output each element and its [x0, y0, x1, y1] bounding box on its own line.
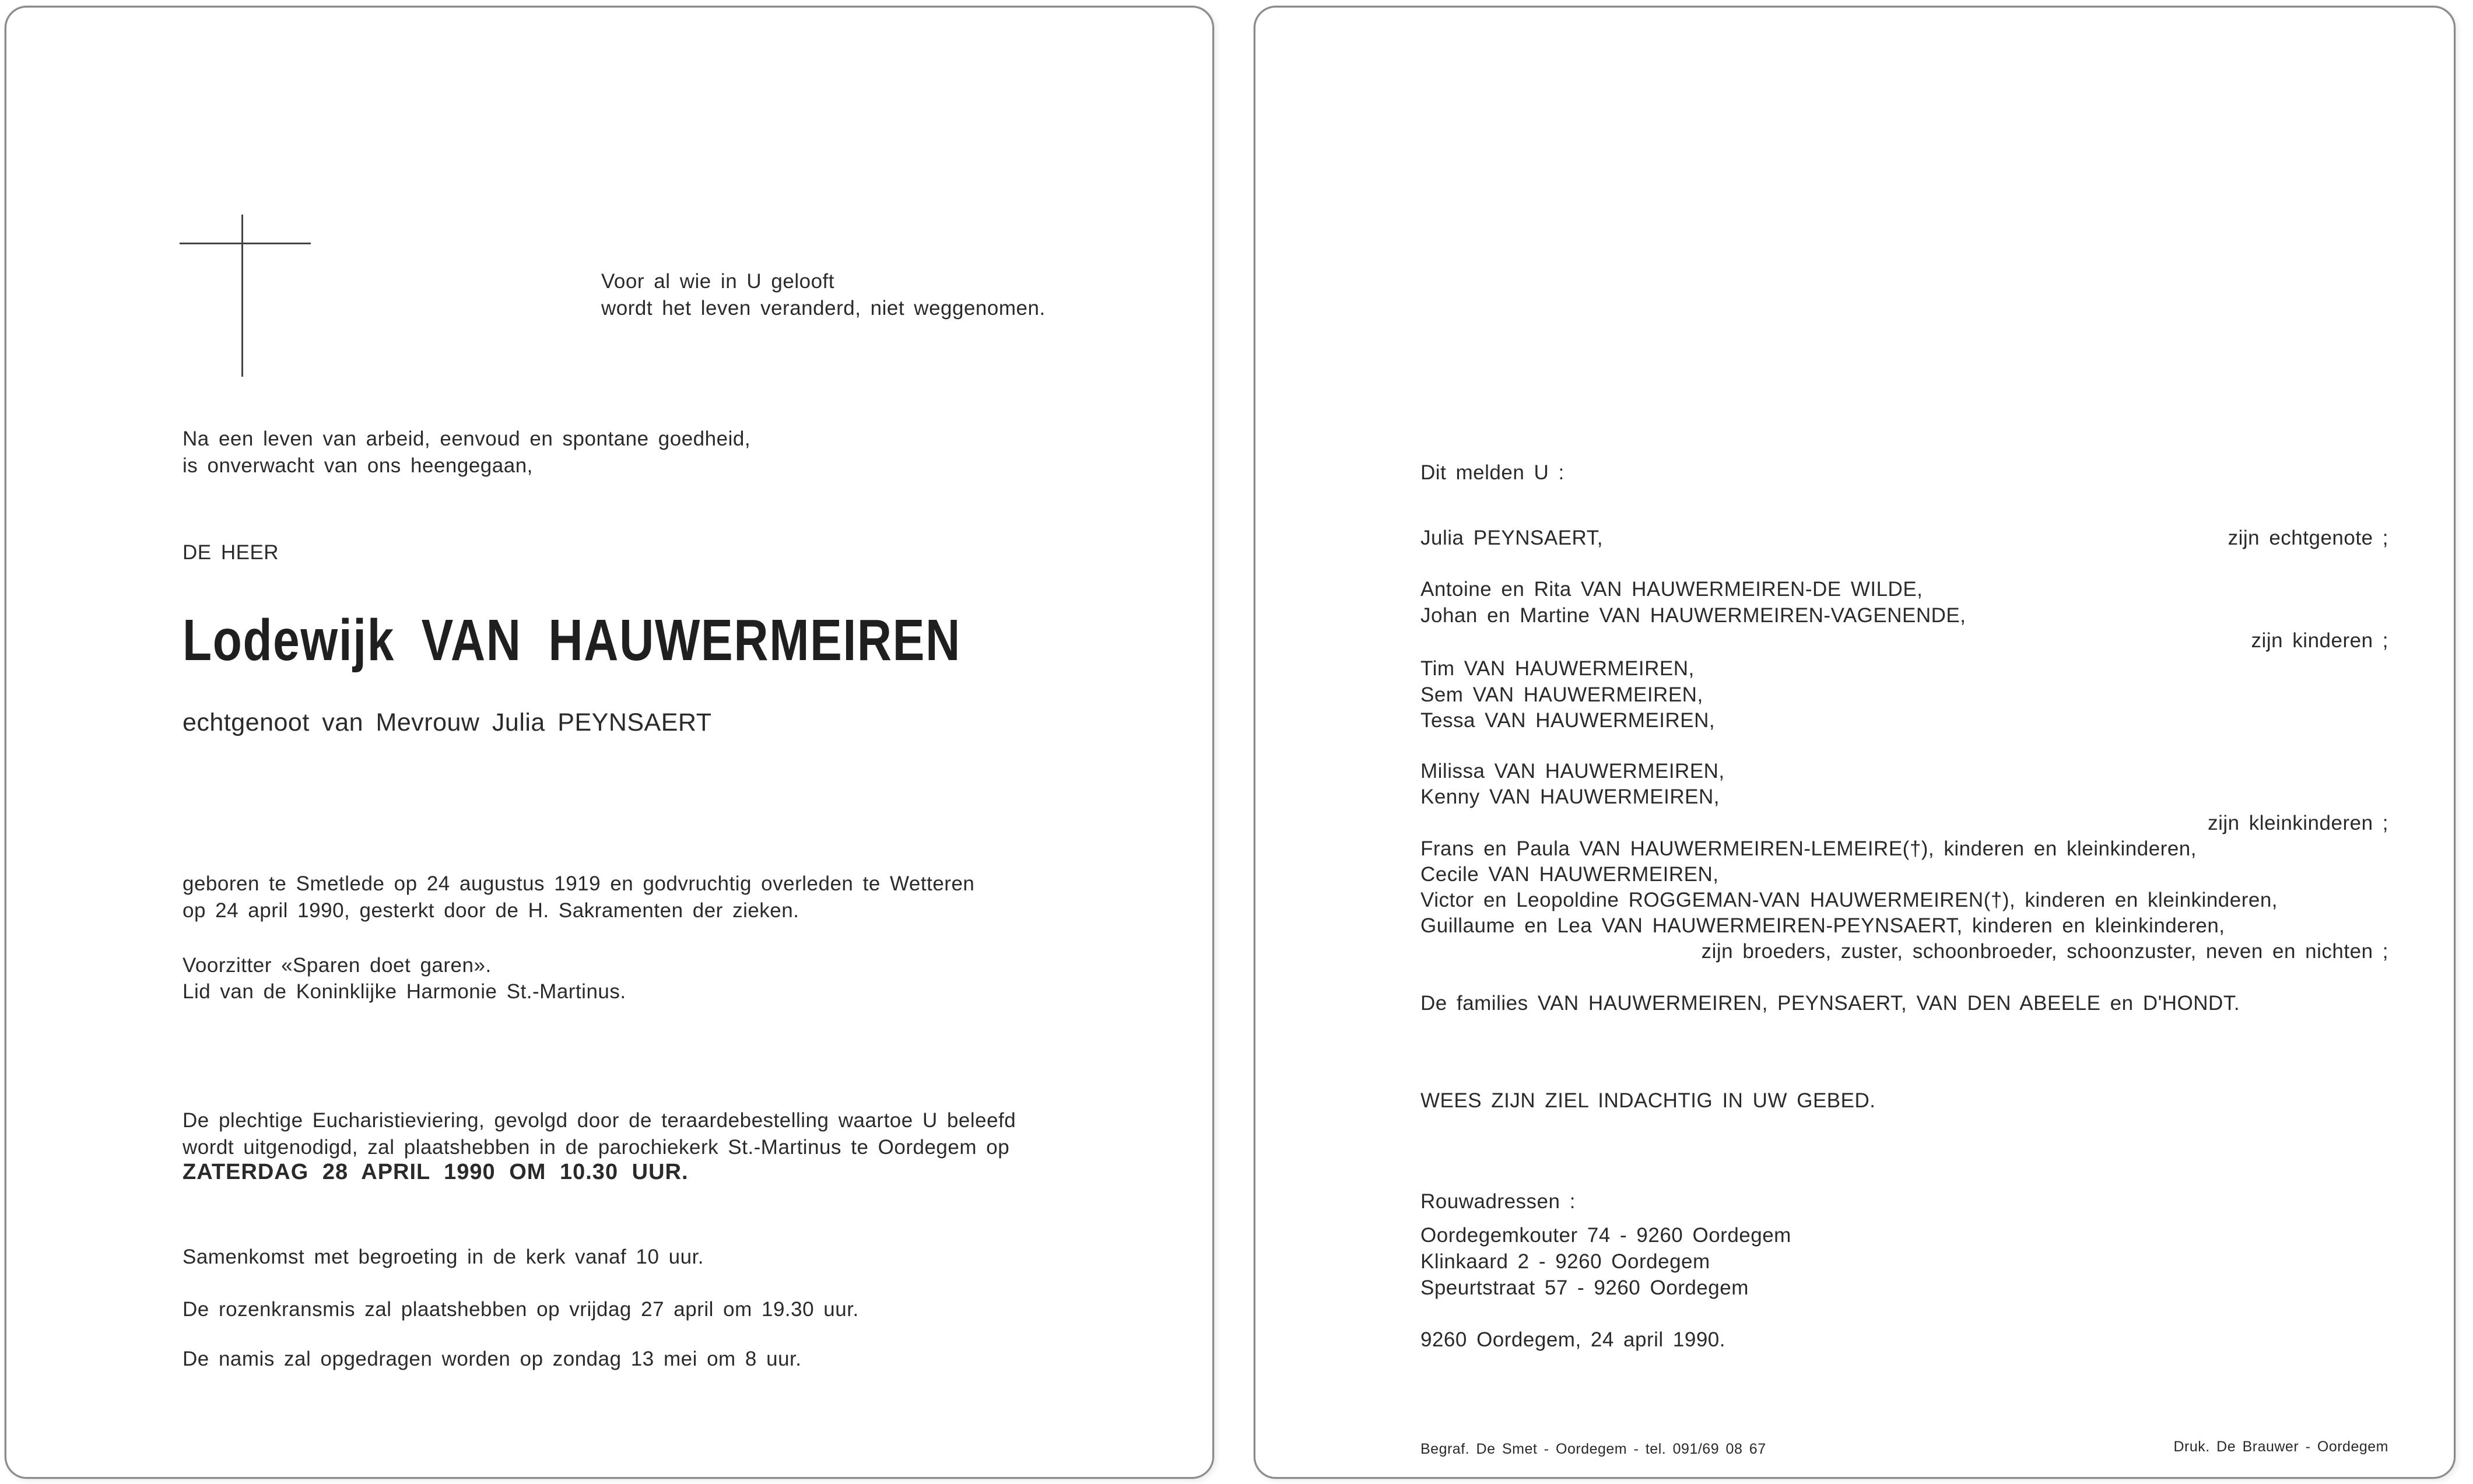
spouse-name: Julia PEYNSAERT, [1420, 527, 1603, 549]
prayer-line: WEES ZIJN ZIEL INDACHTIG IN UW GEBED. [1420, 1089, 1876, 1112]
cross-icon-vertical [241, 215, 243, 377]
address-line-3: Speurtstraat 57 - 9260 Oordegem [1420, 1276, 1749, 1299]
deceased-name: Lodewijk VAN HAUWERMEIREN [183, 608, 961, 673]
later-mass-line: De namis zal opgedragen worden op zondag 13 mei om 8 uur. [183, 1348, 802, 1370]
ceremony-line-1: De plechtige Eucharistieviering, gevolgd door de teraardebestelling waartoe U beleefd [183, 1109, 1016, 1132]
grandchildren-role: zijn kleinkinderen ; [2208, 812, 2388, 834]
siblings-role: zijn broeders, zuster, schoonbroeder, schoonzuster, neven en nichten ; [1701, 940, 2388, 963]
child-line-1: Antoine en Rita VAN HAUWERMEIREN-DE WILDE, [1420, 578, 1923, 601]
ceremony-line-2: wordt uitgenodigd, zal plaatshebben in de parochiekerk St.-Martinus te Oordegem op [183, 1136, 1010, 1159]
role-line-1: Voorzitter «Sparen doet garen». [183, 954, 492, 977]
intro-line-1: Na een leven van arbeid, eenvoud en spontane goedheid, [183, 427, 751, 450]
spouse-line: echtgenoot van Mevrouw Julia PEYNSAERT [183, 708, 712, 736]
sibling-line-1: Frans en Paula VAN HAUWERMEIREN-LEMEIRE(†), kinderen en kleinkinderen, [1420, 837, 2197, 860]
right-card [1254, 6, 2456, 1479]
sibling-line-4: Guillaume en Lea VAN HAUWERMEIREN-PEYNSAERT, kinderen en kleinkinderen, [1420, 914, 2225, 937]
announce-line: Dit melden U : [1420, 461, 1565, 484]
grandchild-a-1: Tim VAN HAUWERMEIREN, [1420, 657, 1695, 680]
place-date: 9260 Oordegem, 24 april 1990. [1420, 1328, 1725, 1351]
grandchild-b-2: Kenny VAN HAUWERMEIREN, [1420, 785, 1720, 808]
address-line-2: Klinkaard 2 - 9260 Oordegem [1420, 1250, 1710, 1273]
spouse-role: zijn echtgenote ; [2228, 527, 2388, 549]
child-line-2: Johan en Martine VAN HAUWERMEIREN-VAGENENDE, [1420, 604, 1966, 627]
gathering-line: Samenkomst met begroeting in de kerk vanaf 10 uur. [183, 1246, 704, 1268]
cross-icon-horizontal [180, 243, 311, 244]
sibling-line-3: Victor en Leopoldine ROGGEMAN-VAN HAUWERMEIREN(†), kinderen en kleinkinderen, [1420, 889, 2278, 911]
grandchild-b-1: Milissa VAN HAUWERMEIREN, [1420, 760, 1725, 783]
quote-line-2: wordt het leven veranderd, niet weggenomen. [601, 297, 1046, 320]
ceremony-date: ZATERDAG 28 APRIL 1990 OM 10.30 UUR. [183, 1160, 689, 1184]
footer-funeral-home: Begraf. De Smet - Oordegem - tel. 091/69 08 67 [1420, 1441, 1766, 1457]
left-card [5, 6, 1214, 1479]
addresses-title: Rouwadressen : [1420, 1190, 1576, 1213]
quote-line-1: Voor al wie in U gelooft [601, 270, 834, 293]
children-role: zijn kinderen ; [2251, 629, 2388, 652]
birth-death-line-1: geboren te Smetlede op 24 augustus 1919 en godvruchtig overleden te Wetteren [183, 872, 975, 895]
footer-printer: Druk. De Brauwer - Oordegem [2173, 1439, 2388, 1455]
rosary-line: De rozenkransmis zal plaatshebben op vrijdag 27 april om 19.30 uur. [183, 1298, 859, 1321]
birth-death-line-2: op 24 april 1990, gesterkt door de H. Sakramenten der zieken. [183, 899, 799, 922]
grandchild-a-3: Tessa VAN HAUWERMEIREN, [1420, 709, 1716, 732]
address-line-1: Oordegemkouter 74 - 9260 Oordegem [1420, 1224, 1791, 1247]
role-line-2: Lid van de Koninklijke Harmonie St.-Martinus. [183, 980, 626, 1003]
families-line: De families VAN HAUWERMEIREN, PEYNSAERT, VAN DEN ABEELE en D'HONDT. [1420, 992, 2240, 1015]
grandchild-a-2: Sem VAN HAUWERMEIREN, [1420, 683, 1703, 706]
title-prefix: DE HEER [183, 541, 279, 564]
sibling-line-2: Cecile VAN HAUWERMEIREN, [1420, 863, 1719, 886]
intro-line-2: is onverwacht van ons heengegaan, [183, 454, 533, 477]
